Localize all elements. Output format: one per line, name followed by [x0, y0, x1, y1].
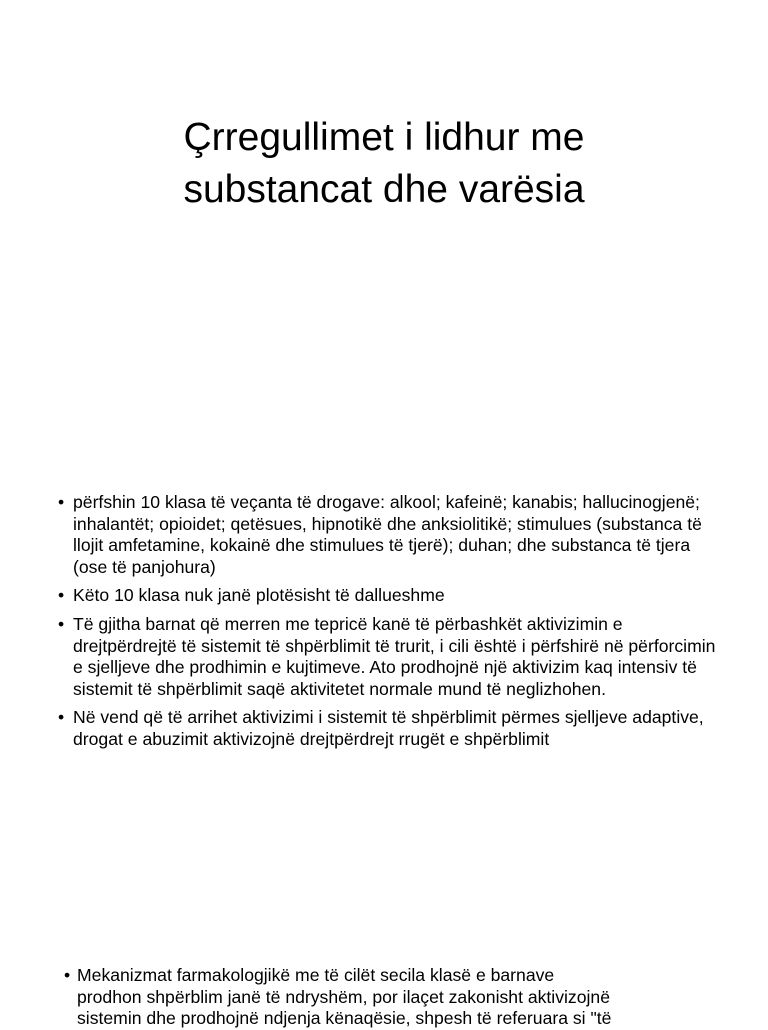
bullet-item — [58, 614, 718, 700]
bullet-marker: • — [58, 613, 65, 634]
bullet-text: Në vend që të arrihet aktivizimi i sistemit të shpërblimit përmes sjelljeve adaptive, drogat e abuzimit aktivizojnë drejtpërdrejt rrugët e shpërblimit — [73, 707, 704, 749]
bullet-item — [58, 492, 718, 578]
bottom-bullet-line-1: Mekanizmat farmakologjikë me të cilët secila klasë e barnave — [77, 965, 555, 985]
bullet-list — [58, 492, 718, 758]
slide-title-line-1: Çrregullimet i lidhur me — [183, 116, 585, 159]
bullet-marker: • — [58, 585, 65, 606]
bullet-item — [64, 965, 724, 1030]
bullet-text: Këto 10 klasa nuk janë plotësisht të dallueshme — [73, 585, 445, 606]
bottom-bullet-list — [64, 965, 724, 1030]
bullet-text: përfshin 10 klasa të veçanta të drogave: alkool; kafeinë; kanabis; hallucinogjenë; inhalantët; opioidet; qetësues, hipnotikë dhe anksiolitikë; stimulues (substanca të llojit amfetamine, kokainë dhe stimulues të tjerë); duhan; dhe substanca të tjera (ose të panjohura) — [73, 492, 702, 577]
bullet-text: Të gjitha barnat që merren me tepricë kanë të përbashkët aktivizimin e drejtpërdrejtë të sistemit të shpërblimit të trurit, i cili është i përfshirë në përforcimin e sjelljeve dhe prodhimin e kujtimeve. Ato prodhojnë një aktivizim kaq intensiv të sistemit të shpërblimit saqë aktivitetet normale mund të neglizhohen. — [73, 613, 716, 699]
bottom-bullet-line-3: sistemin dhe prodhojnë ndjenja kënaqësie, shpesh të referuara si "të — [77, 1008, 612, 1029]
bullet-marker: • — [58, 707, 65, 728]
bullet-item — [58, 707, 718, 750]
bullet-item — [58, 585, 718, 607]
bullet-marker: • — [64, 965, 71, 985]
slide-title — [60, 112, 708, 216]
bottom-bullet-line-2: prodhon shpërblim janë të ndryshëm, por ilaçet zakonisht aktivizojnë — [77, 986, 610, 1007]
bullet-marker: • — [58, 492, 65, 512]
slide-title-line-2: substancat dhe varësia — [183, 168, 585, 211]
